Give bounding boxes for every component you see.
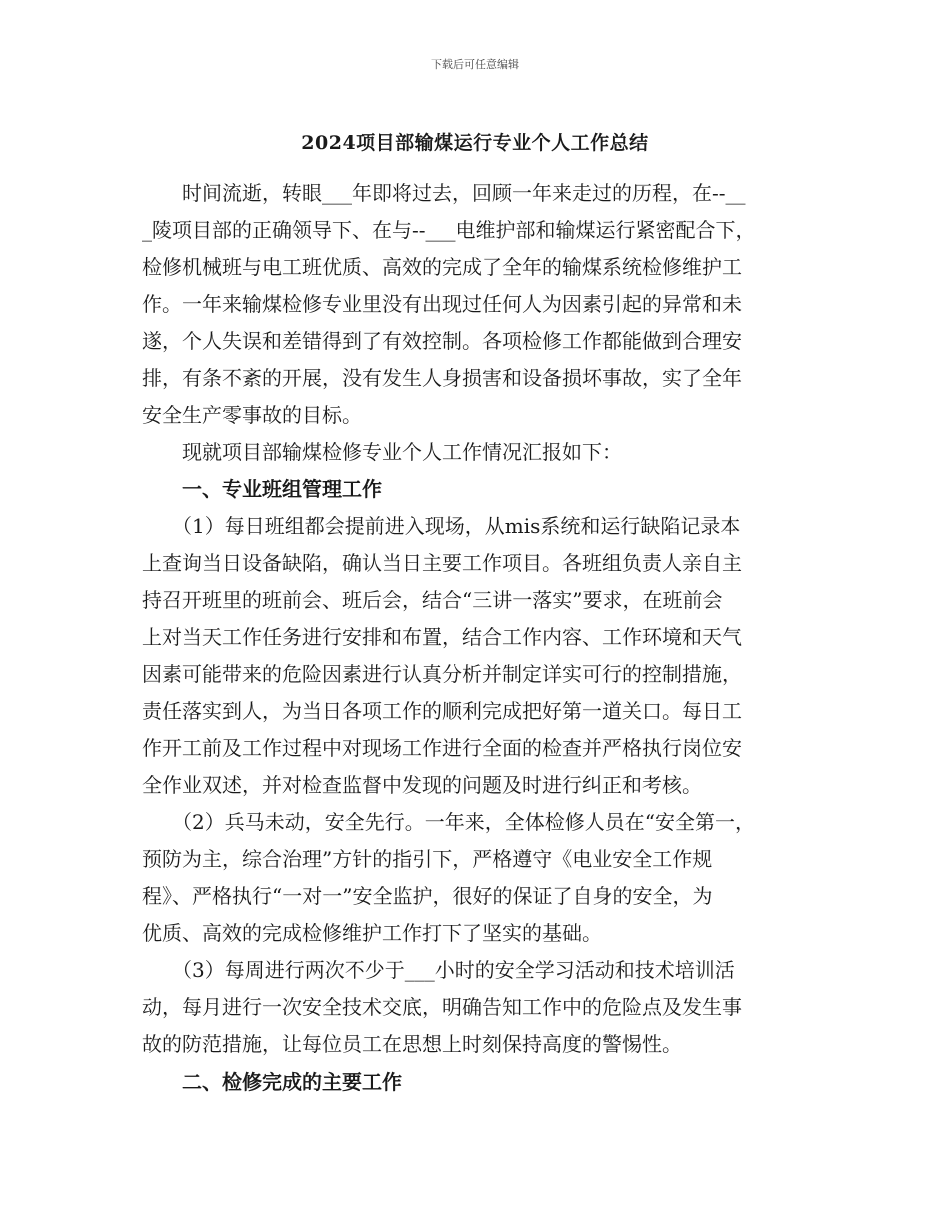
body-line: 优质、高效的完成检修维护工作打下了坚实的基础。 <box>142 921 602 945</box>
body-line: 排，有条不紊的开展，没有发生人身损害和设备损坏事故，实了全年 <box>142 366 742 390</box>
body-line: 安全生产零事故的目标。 <box>142 403 362 427</box>
body-line: （1）每日班组都会提前进入现场，从mis系统和运行缺陷记录本 <box>142 514 741 538</box>
body-line: 程》、严格执行“一对一”安全监护，很好的保证了自身的安全，为 <box>142 884 713 908</box>
body-line: 动，每月进行一次安全技术交底，明确告知工作中的危险点及发生事 <box>142 995 742 1019</box>
body-line: 责任落实到人，为当日各项工作的顺利完成把好第一道关口。每日工 <box>142 699 742 723</box>
download-note: 下载后可任意编辑 <box>431 58 519 71</box>
body-line: 因素可能带来的危险因素进行认真分析并制定详实可行的控制措施， <box>142 662 742 686</box>
body-line: （3）每周进行两次不少于___小时的安全学习活动和技术培训活 <box>142 958 735 982</box>
body-line: 全作业双述，并对检查监督中发现的问题及时进行纠正和考核。 <box>142 773 702 797</box>
document-title: 2024项目部输煤运行专业个人工作总结 <box>301 132 649 154</box>
body-line: 现就项目部输煤检修专业个人工作情况汇报如下： <box>142 440 622 464</box>
body-line: 持召开班里的班前会、班后会，结合“三讲一落实”要求，在班前会 <box>142 588 723 612</box>
body-line: 故的防范措施，让每位员工在思想上时刻保持高度的警惕性。 <box>142 1032 682 1056</box>
body-line: 上查询当日设备缺陷，确认当日主要工作项目。各班组负责人亲自主 <box>142 551 742 575</box>
section-heading: 二、检修完成的主要工作 <box>142 1070 402 1094</box>
body-line: 作。一年来输煤检修专业里没有出现过任何人为因素引起的异常和未 <box>142 292 742 316</box>
body-line: 遂，个人失误和差错得到了有效控制。各项检修工作都能做到合理安 <box>142 329 742 353</box>
body-line: 作开工前及工作过程中对现场工作进行全面的检查并严格执行岗位安 <box>142 736 742 760</box>
body-line: 预防为主，综合治理”方针的指引下，严格遵守《电业安全工作规 <box>142 847 713 871</box>
body-line: （2）兵马未动，安全先行。一年来，全体检修人员在“安全第一， <box>142 810 755 834</box>
body-line: 检修机械班与电工班优质、高效的完成了全年的输煤系统检修维护工 <box>142 255 742 279</box>
section-heading: 一、专业班组管理工作 <box>142 477 382 501</box>
body-line: 时间流逝，转眼___年即将过去，回顾一年来走过的历程，在--__ <box>142 181 746 205</box>
body-line: _陵项目部的正确领导下、在与--___电维护部和输煤运行紧密配合下， <box>142 218 756 242</box>
body-line: 上对当天工作任务进行安排和布置，结合工作内容、工作环境和天气 <box>142 625 742 649</box>
